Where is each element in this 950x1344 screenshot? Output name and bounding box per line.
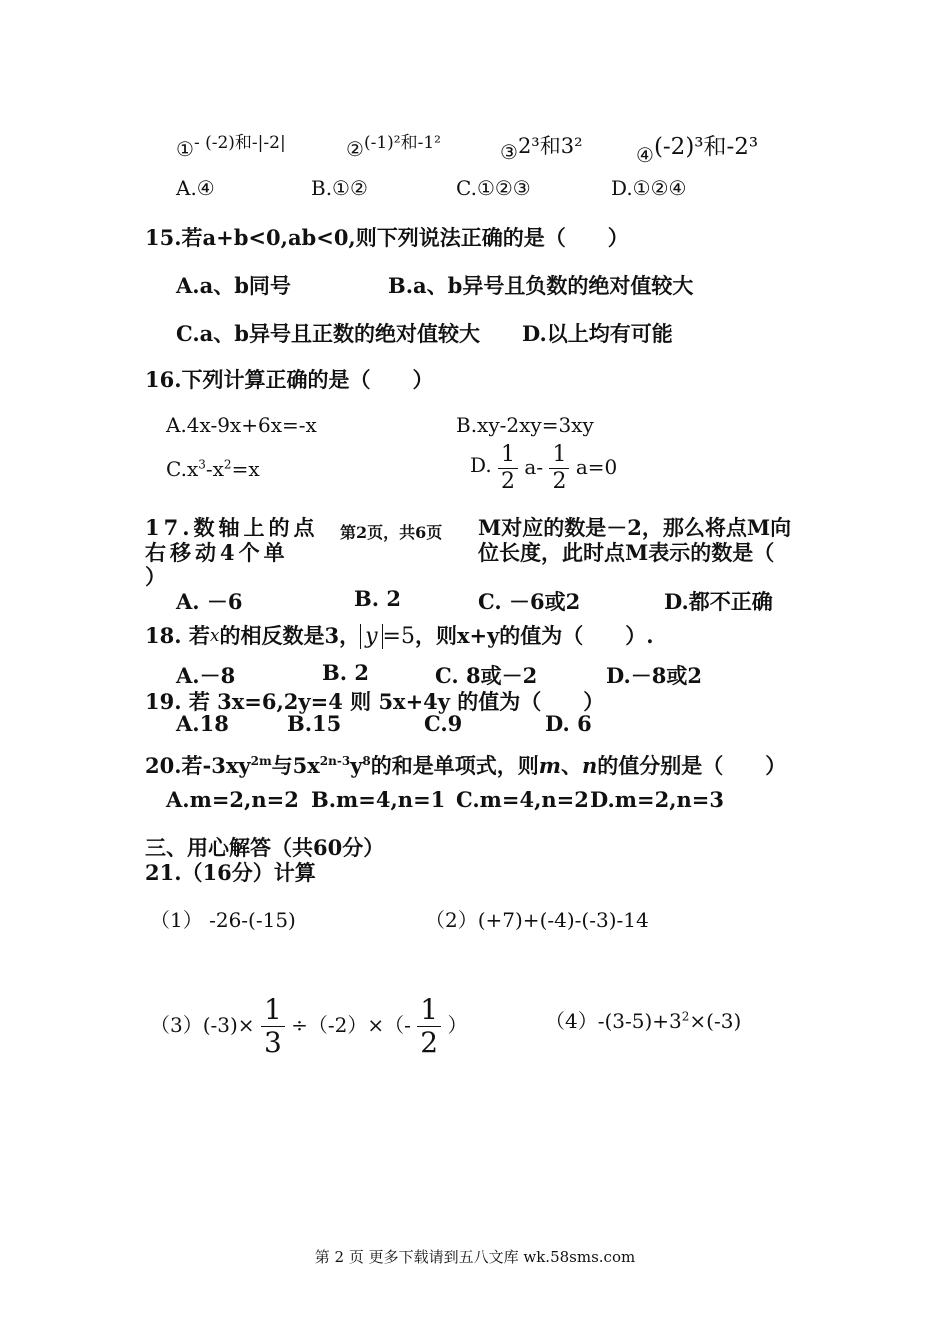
q18-option-a: A.－8 [176, 663, 236, 688]
fraction-half: $\frac{1}{2}$ [549, 444, 569, 493]
q14-pair-1: ①$^{- (-2)和-|-2|}$ [176, 133, 286, 161]
fraction-third: $\frac{1}{3}$ [261, 996, 285, 1057]
q20-stem: 20.若$-3xy^{2m}$与$5x^{2n-3}y^8$的和是单项式，则m、n的值分别是（ ） [145, 753, 787, 778]
q18-option-c: C. 8或－2 [435, 663, 538, 688]
q20-option-c: C.m=4,n=2 [456, 787, 589, 812]
fraction-half: $\frac{1}{2}$ [417, 996, 441, 1057]
q17-option-a: A. －6 [176, 589, 243, 614]
q17-option-d: D.都不正确 [664, 589, 773, 614]
q15-option-d: D.以上均有可能 [522, 321, 673, 346]
q21-part-1: （1） -26-(-15) [150, 908, 296, 932]
q14-pair-4: ④(-2)³和-2³ [636, 134, 759, 167]
q21-title: 21.（16分）计算 [145, 860, 316, 885]
q21-part-2: （2）(+7)+(-4)-(-3)-14 [425, 908, 649, 932]
q16-option-c: $C.x^3-x^2=x$ [166, 457, 260, 481]
fraction-half: $\frac{1}{2}$ [498, 444, 518, 493]
q15-option-b: B.a、b异号且负数的绝对值较大 [388, 273, 694, 298]
q19-option-b: B.15 [287, 711, 342, 736]
q20-option-d: D.m=2,n=3 [590, 787, 724, 812]
q18-stem: 18. 若x的相反数是3， y =5，则x+y的值为（ ）. [145, 623, 654, 649]
absolute-value-y: y [360, 624, 382, 649]
q14-pair-3: ③2³和3² [500, 134, 583, 164]
q17-stem-left-1: 17.数轴上的点 [145, 515, 319, 540]
q15-option-a: A.a、b同号 [176, 273, 291, 298]
q14-option-d: D.①②④ [611, 176, 687, 200]
q21-part-3: （3）(-3)× $\frac{1}{3}$ ÷（-2）×（- $\frac{1}{2}$ ） [150, 993, 468, 1059]
q14-option-b: B.①② [311, 176, 368, 200]
q19-stem: 19. 若 3x=6,2y=4 则 5x+4y 的值为（ ） [145, 689, 605, 714]
q16-option-d: D. $\frac{1}{2}$ a- $\frac{1}{2}$ a=0 [470, 442, 618, 494]
q19-option-c: C.9 [424, 711, 463, 736]
section-title: 三、用心解答（共60分） [145, 835, 385, 860]
page-mark: 第2页，共6页 [340, 523, 443, 542]
q14-option-c: C.①②③ [456, 176, 531, 200]
page-footer: 第 2 页 更多下载请到五八文库 wk.58sms.com [314, 1248, 636, 1266]
q15-stem: 15.若a+b<0,ab<0,则下列说法正确的是（ ） [145, 225, 629, 250]
q17-option-c: C. －6或2 [478, 589, 581, 614]
q17-stem-left-2: 右移动4个单 [145, 540, 289, 565]
q17-option-b: B. 2 [354, 586, 401, 611]
q14-pair-2: ②$^{(-1)^2和-1^2}$ [346, 133, 441, 161]
q16-option-a: A.4x-9x+6x=-x [166, 413, 317, 437]
q17-stem-right-1: M对应的数是－2，那么将点M向 [478, 515, 792, 540]
q19-option-a: A.18 [176, 711, 229, 736]
q15-option-c: C.a、b异号且正数的绝对值较大 [176, 321, 480, 346]
q19-option-d: D. 6 [545, 711, 592, 736]
q18-option-d: D.－8或2 [606, 663, 702, 688]
q20-option-a: A.m=2,n=2 [166, 787, 299, 812]
q16-stem: 16.下列计算正确的是（ ） [145, 367, 434, 392]
q14-option-a: A.④ [176, 176, 215, 200]
q16-option-b: B.xy-2xy=3xy [456, 413, 594, 437]
q21-part-4: $(4)-(3-5)+3^2\times(-3)$ [545, 1009, 742, 1033]
q17-stem-right-2: 位长度，此时点M表示的数是（ [478, 540, 775, 565]
q20-option-b: B.m=4,n=1 [311, 787, 446, 812]
q17-stem-line-3: ） [145, 564, 166, 589]
q18-option-b: B. 2 [322, 660, 369, 685]
